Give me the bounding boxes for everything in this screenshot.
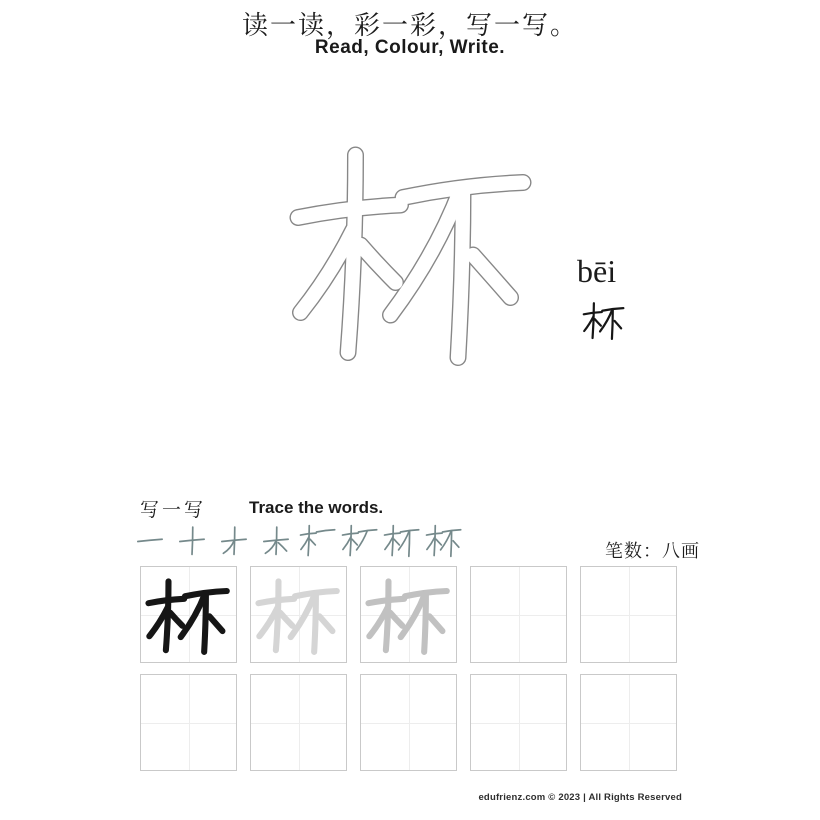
practice-box-solid-ink — [140, 566, 237, 663]
stroke-order-step-2 — [173, 521, 211, 559]
practice-box-empty — [580, 674, 677, 771]
stroke-order-step-8 — [425, 521, 463, 559]
stroke-order-step-4 — [257, 521, 295, 559]
page-title-english: Read, Colour, Write. — [314, 37, 506, 58]
pinyin-label: bēi — [577, 253, 617, 289]
stroke-order-step-5 — [299, 521, 337, 559]
practice-box-empty — [250, 674, 347, 771]
stroke-order-step-6 — [341, 521, 379, 559]
practice-box-empty — [140, 674, 237, 771]
page-title-chinese: 读一读，彩一彩，写一写。 — [241, 11, 578, 41]
write-label-english: Trace the words. — [249, 498, 384, 517]
stroke-order-step-3 — [215, 521, 253, 559]
stroke-count-label: 笔数：八画 — [605, 541, 700, 562]
practice-box-empty — [580, 566, 677, 663]
practice-box-empty — [470, 674, 567, 771]
practice-box-empty — [360, 674, 457, 771]
stroke-order-step-1 — [131, 521, 169, 559]
character-outline-art — [288, 125, 538, 375]
footer-copyright: edufrienz.com © 2023 | All Rights Reserved — [478, 792, 682, 803]
practice-box-empty — [470, 566, 567, 663]
practice-box-trace-light — [250, 566, 347, 663]
practice-box-trace-medium — [360, 566, 457, 663]
character-glyph — [582, 298, 626, 342]
stroke-order-step-7 — [383, 521, 421, 559]
write-label-chinese: 写一写 — [140, 499, 207, 521]
